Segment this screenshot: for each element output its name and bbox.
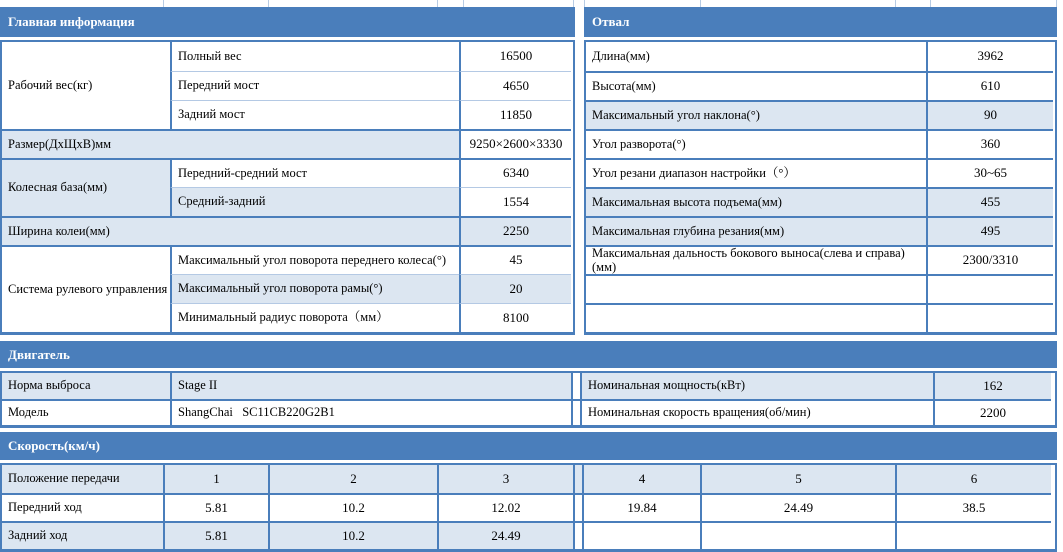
speed-row-label: Задний ход — [2, 521, 163, 549]
section-gap — [0, 335, 1057, 341]
spec-label: Максимальный угол наклона(°) — [586, 100, 926, 129]
speed-value-empty — [895, 521, 1051, 549]
spec-value: 2300/3310 — [926, 245, 1053, 274]
speed-value: 38.5 — [895, 493, 1051, 521]
spec-label: Длина(мм) — [586, 42, 926, 71]
speed-value: 12.02 — [437, 493, 573, 521]
spec-value: ShangChai SC11CB220G2B1 — [170, 399, 571, 425]
speed-value-empty — [700, 521, 895, 549]
grid-tick — [163, 0, 164, 7]
speed-value: 19.84 — [584, 493, 700, 521]
spec-value: 8100 — [459, 303, 571, 332]
main-info-grid — [0, 40, 575, 335]
spec-label-empty — [586, 274, 926, 303]
speed-value: 10.2 — [268, 521, 437, 549]
grid-tick — [1056, 0, 1057, 7]
spec-value: 2200 — [933, 399, 1051, 425]
spec-value: 90 — [926, 100, 1053, 129]
gear-number: 5 — [700, 465, 895, 493]
spec-label: Номинальная мощность(кВт) — [582, 373, 933, 399]
speed-value: 24.49 — [437, 521, 573, 549]
spec-value: 1554 — [459, 187, 571, 216]
table-gap — [575, 7, 584, 335]
grid-tick — [700, 0, 701, 7]
speed-value: 5.81 — [163, 521, 268, 549]
spec-value: 3962 — [926, 42, 1053, 71]
sub-label: Передний-средний мост — [170, 158, 459, 187]
grid-tick — [895, 0, 896, 7]
group-label: Рабочий вес(кг) — [2, 42, 170, 129]
sub-label: Средний-задний — [170, 187, 459, 216]
sub-label: Передний мост — [170, 71, 459, 100]
grid-tick — [437, 0, 438, 7]
spec-label: Модель — [2, 399, 170, 425]
section-upper — [0, 7, 1057, 335]
spec-label: Максимальная дальность бокового выноса(слева и справа)(мм) — [586, 245, 926, 274]
spec-value: 162 — [933, 373, 1051, 399]
grid-gap-cell — [571, 373, 582, 399]
spec-value: 2250 — [459, 216, 571, 245]
speed-value: 24.49 — [700, 493, 895, 521]
speed-header: Скорость(км/ч) — [0, 432, 1057, 460]
grid-gap-cell — [571, 399, 582, 425]
group-label: Система рулевого управления — [2, 245, 170, 332]
gear-number: 4 — [584, 465, 700, 493]
sub-label: Полный вес — [170, 42, 459, 71]
spec-value: 360 — [926, 129, 1053, 158]
grid-tick — [463, 0, 464, 7]
spec-value: 16500 — [459, 42, 571, 71]
spec-value: Stage II — [170, 373, 571, 399]
grid-gap-cell — [573, 521, 584, 549]
gear-number: 6 — [895, 465, 1051, 493]
group-label: Колесная база(мм) — [2, 158, 170, 216]
speed-value: 5.81 — [163, 493, 268, 521]
section-gap — [0, 428, 1057, 432]
spec-label: Угол разворота(°) — [586, 129, 926, 158]
spec-value: 20 — [459, 274, 571, 303]
spec-value: 9250×2600×3330 — [459, 129, 571, 158]
speed-value: 10.2 — [268, 493, 437, 521]
grid-gap-cell — [573, 465, 584, 493]
speed-grid — [0, 463, 1057, 552]
spec-value: 11850 — [459, 100, 571, 129]
spec-label: Норма выброса — [2, 373, 170, 399]
speed-value-empty — [584, 521, 700, 549]
spec-value: 4650 — [459, 71, 571, 100]
blade-grid — [584, 40, 1057, 335]
spec-value: 495 — [926, 216, 1053, 245]
main-info-table — [0, 7, 575, 335]
engine-grid — [0, 371, 1057, 428]
grid-tick — [584, 0, 585, 7]
gear-number: 3 — [437, 465, 573, 493]
speed-section — [0, 432, 1057, 552]
spec-value-empty — [926, 274, 1053, 303]
spec-value: 30~65 — [926, 158, 1053, 187]
spec-label: Номинальная скорость вращения(об/мин) — [582, 399, 933, 425]
sub-label: Максимальный угол поворота переднего колеса(°) — [170, 245, 459, 274]
group-label: Размер(ДхЩхВ)мм — [2, 129, 459, 158]
speed-row-label: Передний ход — [2, 493, 163, 521]
gear-number: 1 — [163, 465, 268, 493]
spec-label: Высота(мм) — [586, 71, 926, 100]
spec-label: Максимальная глубина резания(мм) — [586, 216, 926, 245]
spec-value: 45 — [459, 245, 571, 274]
group-label: Ширина колеи(мм) — [2, 216, 459, 245]
spec-label-empty — [586, 303, 926, 332]
sub-label: Максимальный угол поворота рамы(°) — [170, 274, 459, 303]
grid-tick — [930, 0, 931, 7]
spec-label: Угол резани диапазон настройки（°） — [586, 158, 926, 187]
engine-header: Двигатель — [0, 341, 1057, 368]
speed-row-label: Положение передачи — [2, 465, 163, 493]
engine-section — [0, 341, 1057, 428]
grid-tick — [268, 0, 269, 7]
spec-value-empty — [926, 303, 1053, 332]
grid-tick — [573, 0, 574, 7]
blade-header: Отвал — [584, 7, 1057, 37]
main-info-header: Главная информация — [0, 7, 575, 37]
spec-value: 455 — [926, 187, 1053, 216]
sub-label: Минимальный радиус поворота（мм） — [170, 303, 459, 332]
sub-label: Задний мост — [170, 100, 459, 129]
spec-value: 6340 — [459, 158, 571, 187]
gear-number: 2 — [268, 465, 437, 493]
spec-value: 610 — [926, 71, 1053, 100]
spec-label: Максимальная высота подъема(мм) — [586, 187, 926, 216]
grid-gap-cell — [573, 493, 584, 521]
top-grid-strip — [0, 0, 1057, 7]
blade-table — [584, 7, 1057, 335]
